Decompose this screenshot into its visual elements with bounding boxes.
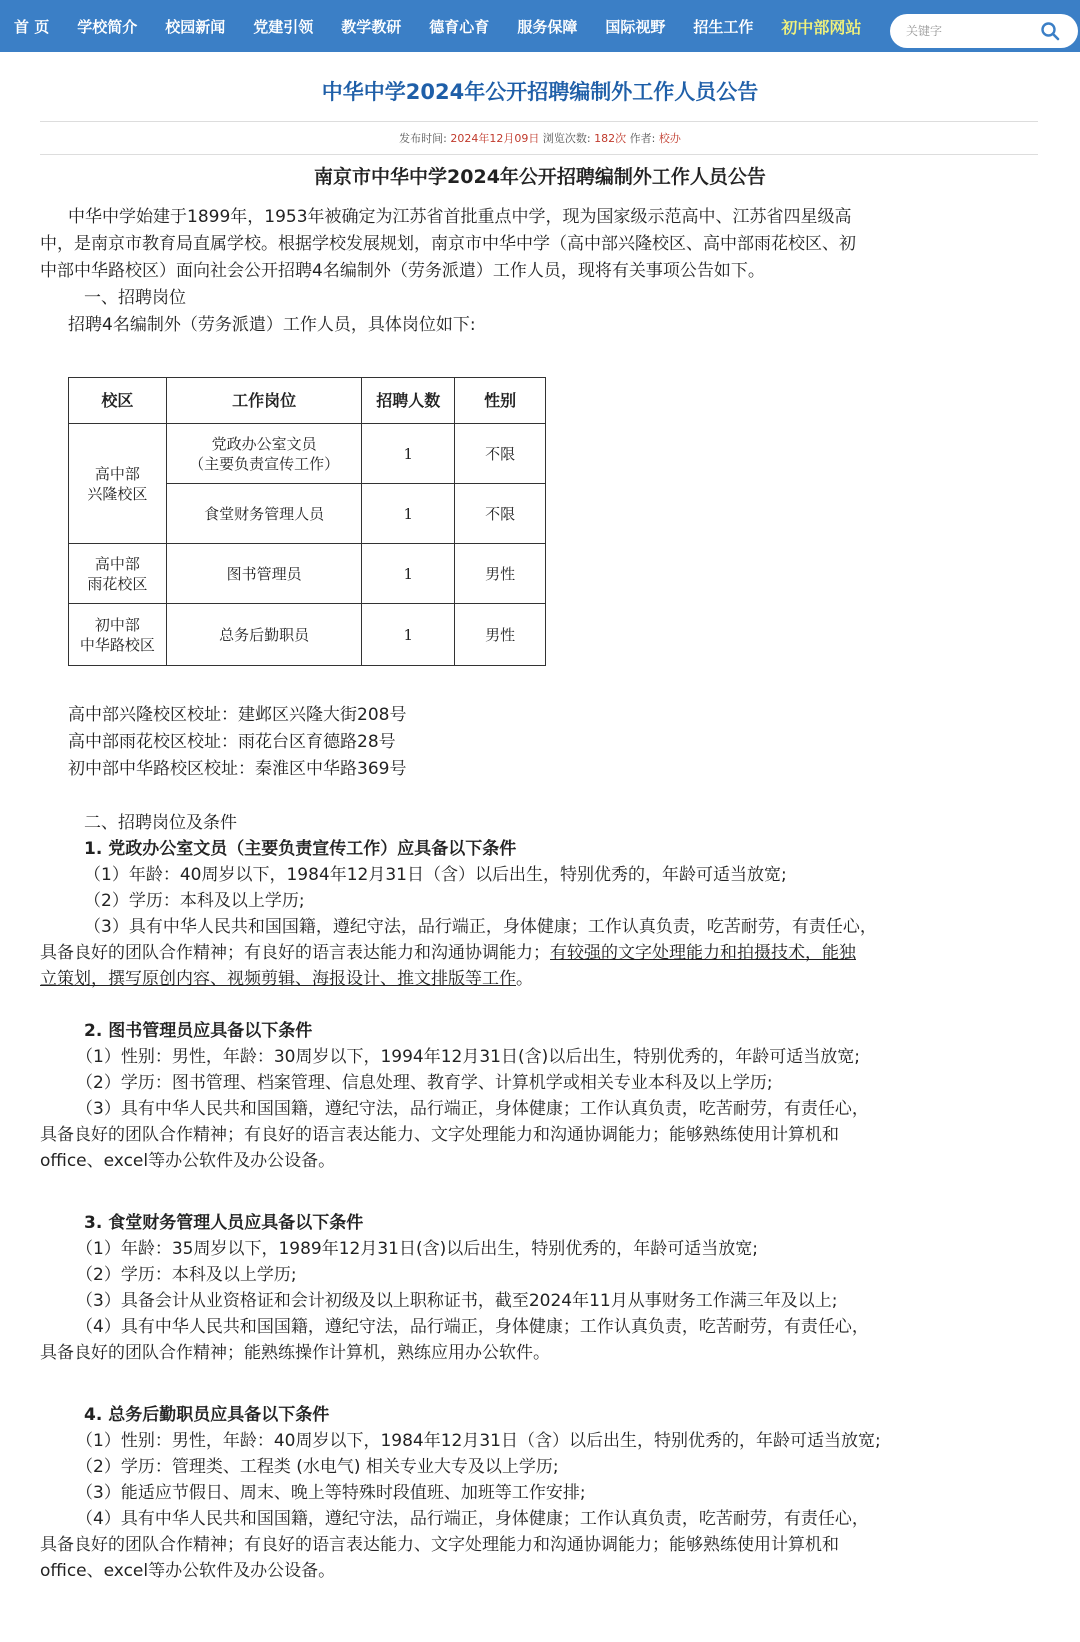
p4-line: （1）性别：男性，年龄：40周岁以下，1984年12月31日（含）以后出生，特别优秀的，年龄可适当放宽;	[76, 1431, 881, 1451]
post-cell	[166, 424, 362, 484]
table-row	[69, 604, 546, 666]
p4-line: （3）能适应节假日、周末、晚上等特殊时段值班、加班等工作安排;	[76, 1483, 586, 1503]
header-gender: 性别	[455, 378, 546, 424]
p2-line: office、excel等办公软件及办公设备。	[40, 1151, 336, 1171]
count-cell: 1	[362, 424, 455, 484]
p3-line: （4）具有中华人民共和国国籍，遵纪守法，品行端正，身体健康；工作认真负责，吃苦耐劳，有责任心，	[76, 1317, 869, 1337]
publish-date: 2024年12月09日	[450, 132, 540, 145]
table-header-row	[69, 378, 546, 424]
p3-line: （3）具备会计从业资格证和会计初级及以上职称证书，截至2024年11月从事财务工作满三年及以上;	[76, 1291, 838, 1311]
section2-heading: 二、招聘岗位及条件	[84, 813, 237, 833]
campus-cell	[69, 604, 167, 666]
intro-line-2: 中，是南京市教育局直属学校。根据学校发展规划，南京市中华中学（高中部兴隆校区、高中部雨花校区、初	[40, 234, 856, 254]
search-box	[890, 14, 1078, 48]
p1-text: 。	[516, 969, 533, 989]
post-cell: 总务后勤职员	[166, 604, 362, 666]
nav-party-building[interactable]: 党建引领	[253, 17, 314, 36]
post-line: 党政办公室文员	[211, 434, 317, 453]
campus-cell	[69, 544, 167, 604]
campus-line: 高中部	[94, 554, 140, 573]
search-icon[interactable]	[1040, 21, 1060, 41]
header-campus: 校区	[69, 378, 167, 424]
divider	[40, 154, 1038, 155]
page-title: 中华中学2024年公开招聘编制外工作人员公告	[321, 80, 759, 104]
p3-line: （1）年龄：35周岁以下，1989年12月31日(含)以后出生，特别优秀的，年龄可适当放宽;	[76, 1239, 758, 1259]
intro-line-1: 中华中学始建于1899年，1953年被确定为江苏省首批重点中学，现为国家级示范高中、江苏省四星级高	[68, 207, 852, 227]
p4-line: （2）学历：管理类、工程类 (水电气) 相关专业大专及以上学历;	[76, 1457, 559, 1477]
table-row	[69, 544, 546, 604]
campus-line: 初中部	[94, 615, 140, 634]
jobs-table	[68, 377, 546, 666]
campus-line: 兴隆校区	[87, 484, 148, 503]
author-label: 作者:	[629, 132, 656, 145]
nav-moral-education[interactable]: 德育心育	[429, 17, 490, 36]
search-input[interactable]	[906, 22, 1024, 40]
nav-campus-news[interactable]: 校园新闻	[165, 17, 226, 36]
p1-line: （1）年龄：40周岁以下，1984年12月31日（含）以后出生，特别优秀的，年龄可适当放宽;	[84, 865, 787, 885]
gender-cell: 男性	[455, 604, 546, 666]
nav-admissions[interactable]: 招生工作	[693, 17, 754, 36]
p2-heading: 2. 图书管理员应具备以下条件	[84, 1021, 313, 1041]
address-line: 高中部兴隆校区校址：建邺区兴隆大街208号	[68, 705, 407, 725]
nav-items	[14, 0, 889, 52]
p1-line: （2）学历：本科及以上学历;	[84, 891, 305, 911]
nav-teaching-research[interactable]: 教学教研	[341, 17, 402, 36]
author: 校办	[658, 132, 681, 145]
article-title: 南京市中华中学2024年公开招聘编制外工作人员公告	[314, 166, 766, 188]
top-nav	[0, 0, 1080, 52]
views-label: 浏览次数:	[542, 132, 591, 145]
campus-line: 雨花校区	[87, 574, 148, 593]
views-count: 182次	[594, 132, 627, 145]
p3-heading: 3. 食堂财务管理人员应具备以下条件	[84, 1213, 364, 1233]
header-count: 招聘人数	[362, 378, 455, 424]
p3-line: 具备良好的团队合作精神；能熟练操作计算机，熟练应用办公软件。	[40, 1343, 550, 1363]
publish-label: 发布时间:	[399, 132, 447, 145]
p2-line: （1）性别：男性，年龄：30周岁以下，1994年12月31日(含)以后出生，特别优秀的，年龄可适当放宽;	[76, 1047, 860, 1067]
p2-line: （3）具有中华人民共和国国籍，遵纪守法，品行端正，身体健康；工作认真负责，吃苦耐劳，有责任心，	[76, 1099, 869, 1119]
post-cell: 图书管理员	[166, 544, 362, 604]
campus-cell	[69, 424, 167, 544]
p4-line: 具备良好的团队合作精神；有良好的语言表达能力、文字处理能力和沟通协调能力；能够熟练使用计算机和	[40, 1535, 839, 1555]
divider	[40, 121, 1038, 122]
address-line: 初中部中华路校区校址：秦淮区中华路369号	[68, 759, 407, 779]
p1-heading: 1. 党政办公室文员（主要负责宣传工作）应具备以下条件	[84, 839, 517, 859]
gender-cell: 男性	[455, 544, 546, 604]
p2-line: 具备良好的团队合作精神；有良好的语言表达能力、文字处理能力和沟通协调能力；能够熟练使用计算机和	[40, 1125, 839, 1145]
count-cell: 1	[362, 484, 455, 544]
count-cell: 1	[362, 544, 455, 604]
p4-line: （4）具有中华人民共和国国籍，遵纪守法，品行端正，身体健康；工作认真负责，吃苦耐劳，有责任心，	[76, 1509, 869, 1529]
p1-text: 具备良好的团队合作精神；有良好的语言表达能力和沟通协调能力；	[40, 943, 550, 963]
p3-line: （2）学历：本科及以上学历;	[76, 1265, 297, 1285]
nav-junior-site[interactable]: 初中部网站	[781, 17, 862, 37]
section1-heading: 一、招聘岗位	[84, 288, 186, 308]
table-row	[69, 424, 546, 484]
p1-line	[40, 966, 533, 993]
campus-line: 中华路校区	[79, 635, 155, 654]
section1-text: 招聘4名编制外（劳务派遣）工作人员，具体岗位如下:	[68, 315, 476, 335]
intro-line-3: 中部中华路校区）面向社会公开招聘4名编制外（劳务派遣）工作人员，现将有关事项公告如下。	[40, 261, 765, 281]
p2-line: （2）学历：图书管理、档案管理、信息处理、教育学、计算机学或相关专业本科及以上学历;	[76, 1073, 773, 1093]
p1-underlined-text: 立策划，撰写原创内容、视频剪辑、海报设计、推文排版等工作	[40, 969, 516, 989]
gender-cell: 不限	[455, 424, 546, 484]
nav-international[interactable]: 国际视野	[605, 17, 666, 36]
campus-line: 高中部	[94, 464, 140, 483]
count-cell: 1	[362, 604, 455, 666]
address-line: 高中部雨花校区校址：雨花台区育德路28号	[68, 732, 396, 752]
p4-heading: 4. 总务后勤职员应具备以下条件	[84, 1405, 330, 1425]
p1-line	[40, 940, 856, 967]
nav-school-intro[interactable]: 学校简介	[77, 17, 138, 36]
gender-cell: 不限	[455, 484, 546, 544]
nav-service[interactable]: 服务保障	[517, 17, 578, 36]
post-cell: 食堂财务管理人员	[166, 484, 362, 544]
article-meta	[0, 130, 1080, 146]
p1-underlined-text: 有较强的文字处理能力和拍摄技术，能独	[550, 943, 856, 963]
post-line: （主要负责宣传工作）	[189, 454, 340, 473]
nav-home[interactable]: 首 页	[14, 17, 50, 36]
p1-line: （3）具有中华人民共和国国籍，遵纪守法，品行端正，身体健康；工作认真负责，吃苦耐劳，有责任心，	[84, 917, 877, 937]
p4-line: office、excel等办公软件及办公设备。	[40, 1561, 336, 1581]
header-post: 工作岗位	[166, 378, 362, 424]
